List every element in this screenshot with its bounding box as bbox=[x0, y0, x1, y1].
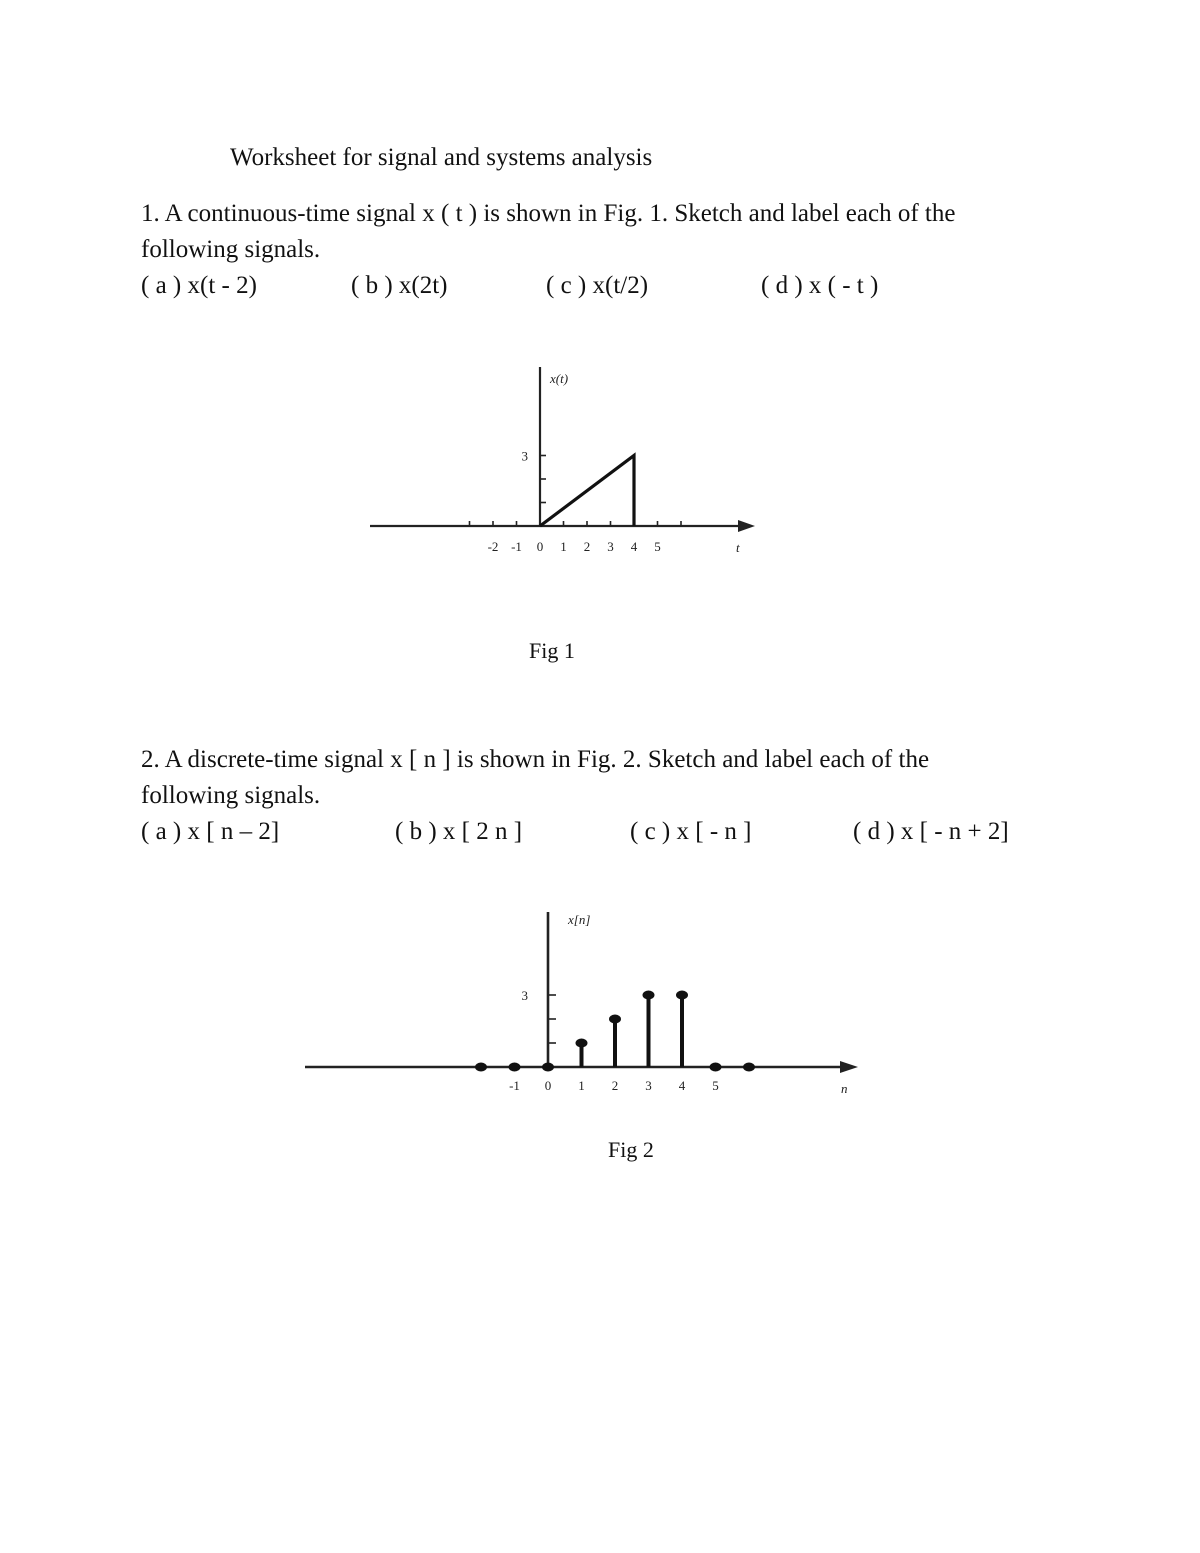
question-1-line-2: following signals. bbox=[141, 236, 321, 263]
y-axis-label: x[n] bbox=[568, 912, 591, 927]
x-tick-label: 4 bbox=[630, 539, 638, 554]
stem-marker bbox=[710, 1063, 722, 1072]
n-tick-label: 4 bbox=[678, 1078, 686, 1093]
q2-option-c: ( c ) x [ - n ] bbox=[630, 818, 752, 845]
stem-marker bbox=[643, 991, 655, 1000]
stem-marker bbox=[743, 1063, 755, 1072]
n-tick-label: 0 bbox=[544, 1078, 552, 1093]
q1-option-a: ( a ) x(t - 2) bbox=[141, 272, 257, 299]
q1-option-c: ( c ) x(t/2) bbox=[546, 272, 649, 299]
n-tick-label: -1 bbox=[509, 1078, 520, 1093]
q2-option-d: ( d ) x [ - n + 2] bbox=[853, 818, 1009, 845]
n-axis-arrow bbox=[840, 1061, 858, 1073]
y-tick-label: 3 bbox=[521, 988, 528, 1003]
question-2-line-2: following signals. bbox=[141, 782, 321, 809]
stem-marker bbox=[542, 1063, 554, 1072]
worksheet-title: Worksheet for signal and systems analysis bbox=[230, 144, 653, 171]
stem-marker bbox=[576, 1039, 588, 1048]
y-axis-label: x(t) bbox=[550, 371, 569, 386]
x-tick-label: 5 bbox=[654, 539, 661, 554]
figure-1-caption: Fig 1 bbox=[529, 638, 575, 663]
stem-marker bbox=[609, 1015, 621, 1024]
question-2-options bbox=[141, 814, 1061, 854]
n-tick-label: 3 bbox=[645, 1078, 652, 1093]
n-tick-label: 5 bbox=[712, 1078, 719, 1093]
figure-2-caption: Fig 2 bbox=[608, 1137, 654, 1162]
stem-marker bbox=[475, 1063, 487, 1072]
stem-marker bbox=[509, 1063, 521, 1072]
y-tick-label: 3 bbox=[521, 448, 528, 464]
figure-1-chart bbox=[360, 355, 770, 570]
x-axis-arrow bbox=[738, 520, 755, 532]
x-tick-label: -2 bbox=[487, 539, 499, 554]
x-tick-label: 2 bbox=[583, 539, 591, 554]
question-1-line-1: 1. A continuous-time signal x ( t ) is shown in Fig. 1. Sketch and label each of the bbox=[141, 200, 956, 227]
n-tick-label: 1 bbox=[578, 1078, 585, 1093]
figure-2-chart bbox=[295, 900, 875, 1115]
question-1-options bbox=[141, 268, 1041, 308]
q1-option-b: ( b ) x(2t) bbox=[351, 272, 448, 299]
x-tick-label: 3 bbox=[607, 539, 614, 554]
q2-option-a: ( a ) x [ n – 2] bbox=[141, 818, 280, 845]
question-2-line-1: 2. A discrete-time signal x [ n ] is shown in Fig. 2. Sketch and label each of the bbox=[141, 746, 930, 773]
n-tick-label: 2 bbox=[611, 1078, 619, 1093]
n-axis-label: n bbox=[841, 1081, 848, 1096]
q2-option-b: ( b ) x [ 2 n ] bbox=[395, 818, 523, 845]
q1-option-d: ( d ) x ( - t ) bbox=[761, 272, 879, 299]
stem-marker bbox=[676, 991, 688, 1000]
signal-line bbox=[540, 456, 634, 527]
x-tick-label: 1 bbox=[560, 539, 567, 554]
x-tick-label: -1 bbox=[511, 539, 522, 554]
x-tick-label: 0 bbox=[536, 539, 544, 554]
x-axis-label: t bbox=[736, 540, 740, 555]
